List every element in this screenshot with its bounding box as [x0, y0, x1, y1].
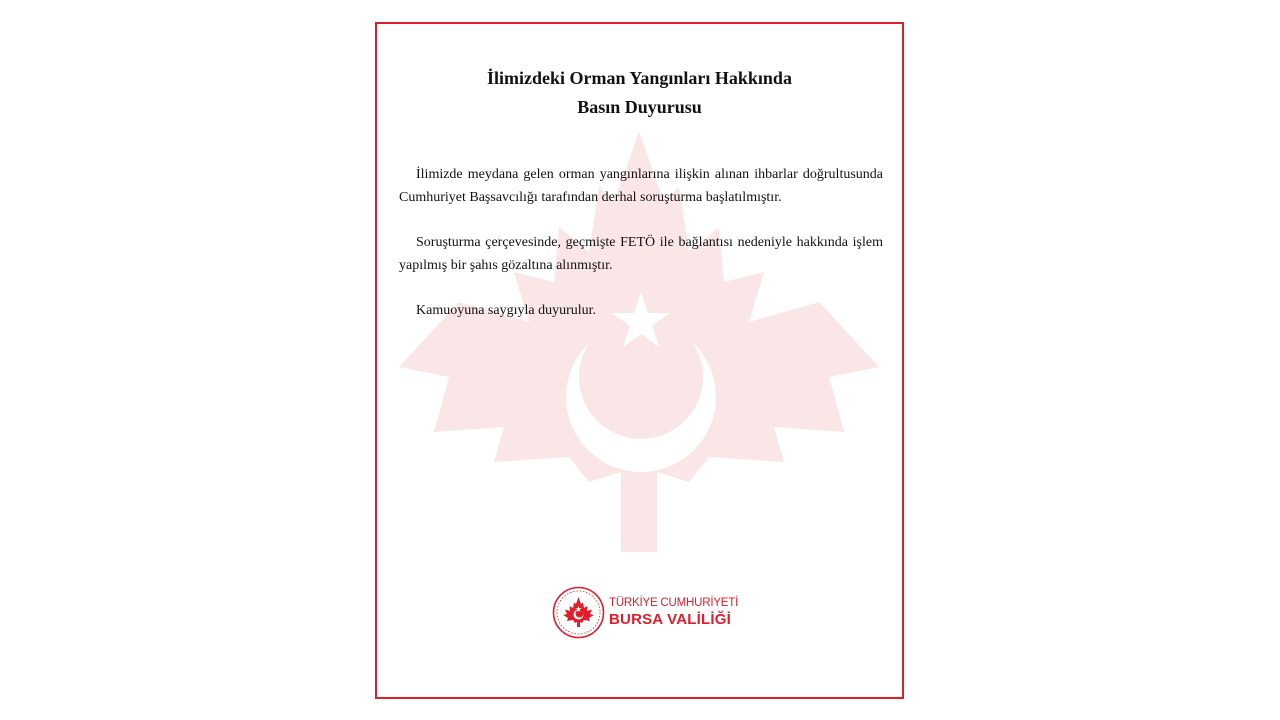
press-release-page	[375, 22, 904, 699]
document-body	[399, 164, 883, 346]
title-line-1: İlimizdeki Orman Yangınları Hakkında	[487, 68, 792, 88]
governorship-emblem-icon	[552, 586, 605, 639]
title-line-2: Basın Duyurusu	[577, 97, 702, 117]
logo-line-2: BURSA VALİLİĞİ	[609, 611, 731, 628]
logo-line-1: TÜRKİYE CUMHURİYETİ	[609, 597, 739, 609]
bursa-valiligi-logo	[552, 586, 742, 642]
paragraph-3: Kamuoyuna saygıyla duyurulur.	[416, 303, 597, 318]
document-title	[377, 64, 902, 122]
paragraph-1: İlimizde meydana gelen orman yangınlarına ilişkin alınan ihbarlar doğrultusunda Cumhuriyet Başsavcılığı tarafından derhal soruşturma başlatılmıştır.	[399, 167, 883, 205]
logo-text	[609, 596, 738, 629]
paragraph-2: Soruşturma çerçevesinde, geçmişte FETÖ ile bağlantısı nedeniyle hakkında işlem yapılmış bir şahıs gözaltına alınmıştır.	[399, 235, 883, 273]
